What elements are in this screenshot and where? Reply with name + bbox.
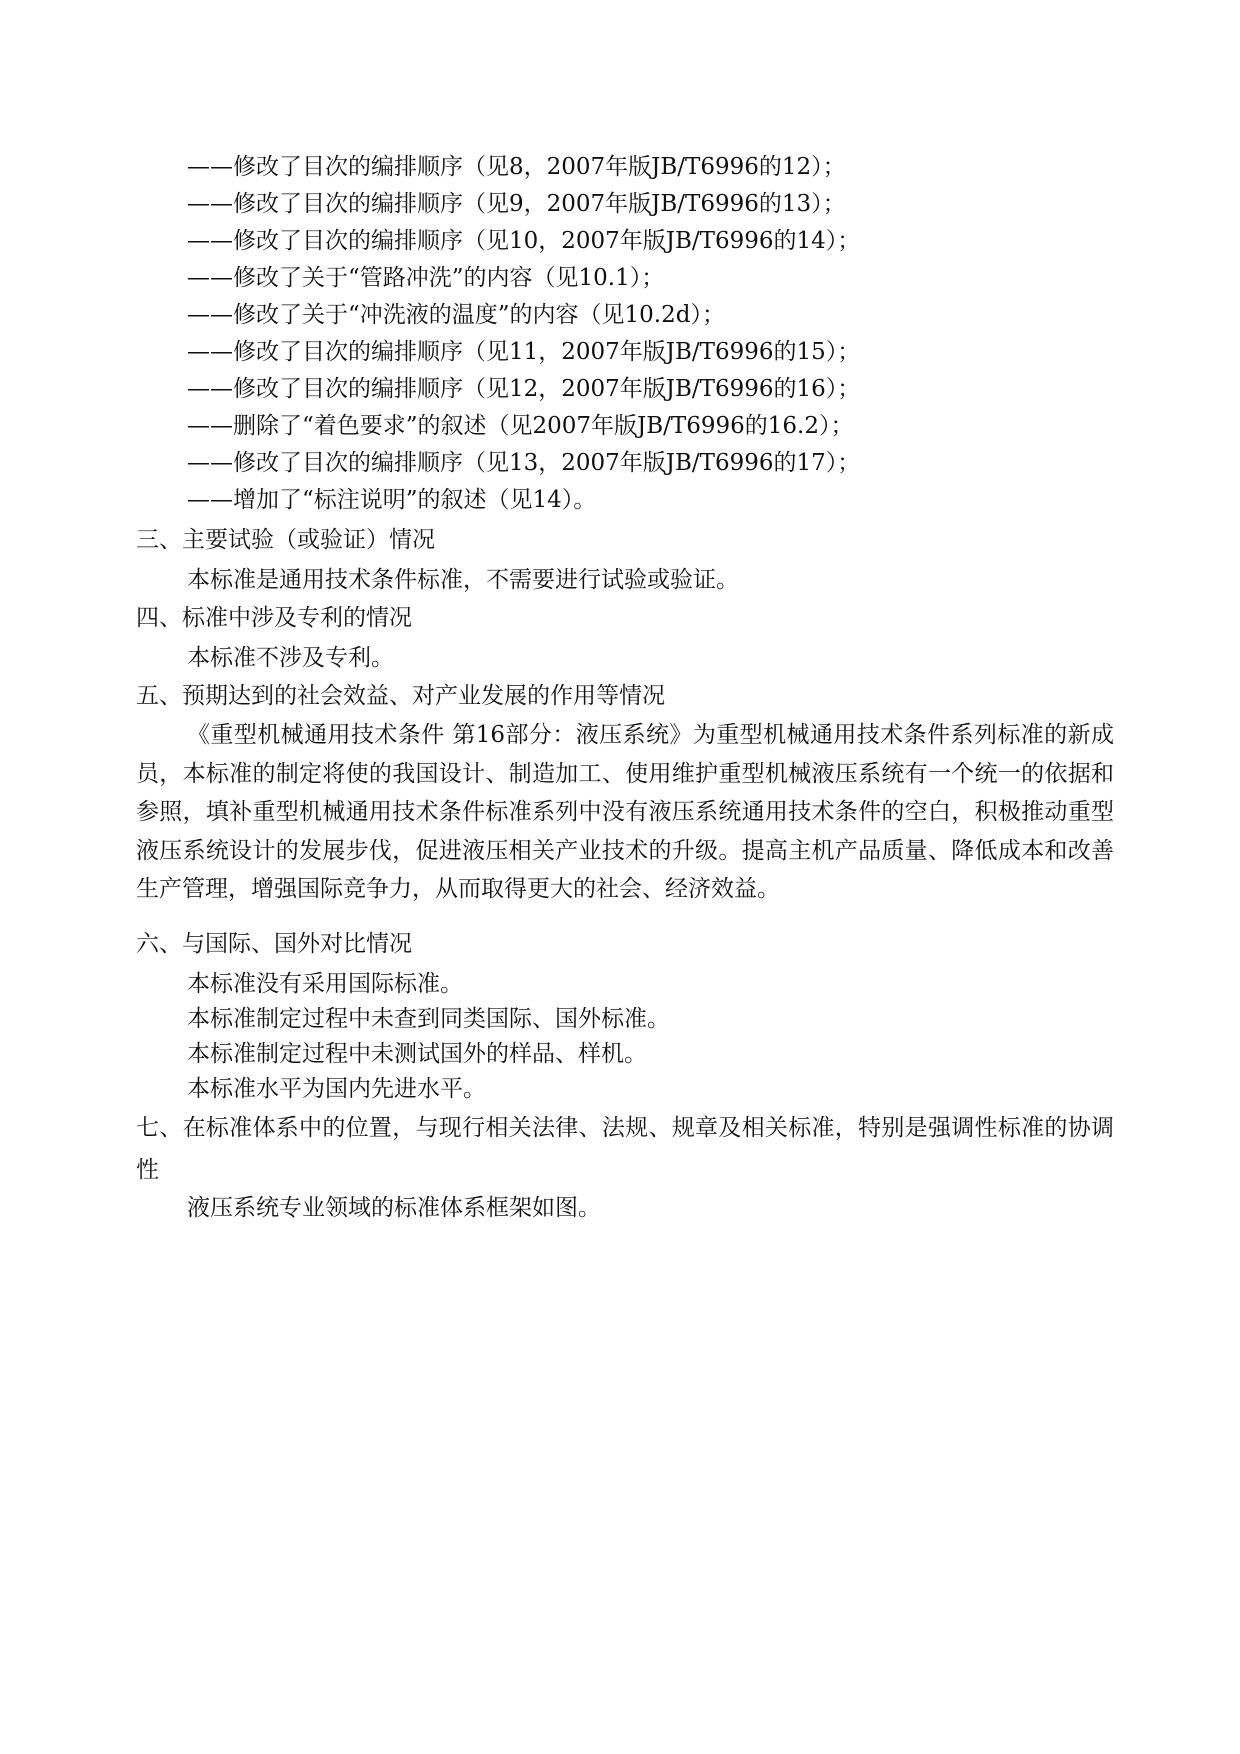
change-item: ——修改了关于“管路冲洗”的内容（见10.1）； [187,265,665,291]
section4-text: 本标准不涉及专利。 [187,645,394,671]
section4-heading: 四、标准中涉及专利的情况 [136,605,412,631]
change-item: ——修改了目次的编排顺序（见11，2007年版JB/T6996的15）； [187,339,861,365]
change-item: ——删除了“着色要求”的叙述（见2007年版JB/T6996的16.2）； [187,413,854,439]
section5-heading: 五、预期达到的社会效益、对产业发展的作用等情况 [136,683,665,709]
section6-line: 本标准水平为国内先进水平。 [187,1076,486,1102]
section6-line: 本标准制定过程中未测试国外的样品、样机。 [187,1041,647,1067]
change-item: ——修改了目次的编排顺序（见9，2007年版JB/T6996的13）； [187,191,846,217]
section3-text: 本标准是通用技术条件标准，不需要进行试验或验证。 [187,567,739,593]
change-item: ——增加了“标注说明”的叙述（见14）。 [187,487,597,513]
section6-heading: 六、与国际、国外对比情况 [136,931,412,957]
section7-heading: 七、在标准体系中的位置，与现行相关法律、法规、规章及相关标准，特别是强调性标准的协调性 [136,1115,1114,1183]
change-item: ——修改了目次的编排顺序（见10，2007年版JB/T6996的14）； [187,228,861,254]
section3-heading: 三、主要试验（或验证）情况 [136,527,435,553]
change-item: ——修改了目次的编排顺序（见8，2007年版JB/T6996的12）； [187,154,846,180]
change-item: ——修改了关于“冲洗液的温度”的内容（见10.2d）； [187,302,725,328]
section6-line: 本标准没有采用国际标准。 [187,971,463,997]
section5-paragraph: 《重型机械通用技术条件 第16部分：液压系统》为重型机械通用技术条件系列标准的新成员，本标准的制定将使的我国设计、制造加工、使用维护重型机械液压系统有一个统一的依据和参照，填补重型机械通用技术条件标准系列中没有液压系统通用技术条件的空白，积极推动重型液压系统设计的发展步伐，促进液压相关产业技术的升级。提高主机产品质量、降低成本和改善生产管理，增强国际竞争力，从而取得更大的社会、经济效益。 [136,722,1114,902]
section6-line: 本标准制定过程中未查到同类国际、国外标准。 [187,1006,670,1032]
change-item: ——修改了目次的编排顺序（见13，2007年版JB/T6996的17）； [187,450,861,476]
change-item: ——修改了目次的编排顺序（见12，2007年版JB/T6996的16）； [187,376,861,402]
section7-text: 液压系统专业领域的标准体系框架如图。 [187,1195,601,1221]
